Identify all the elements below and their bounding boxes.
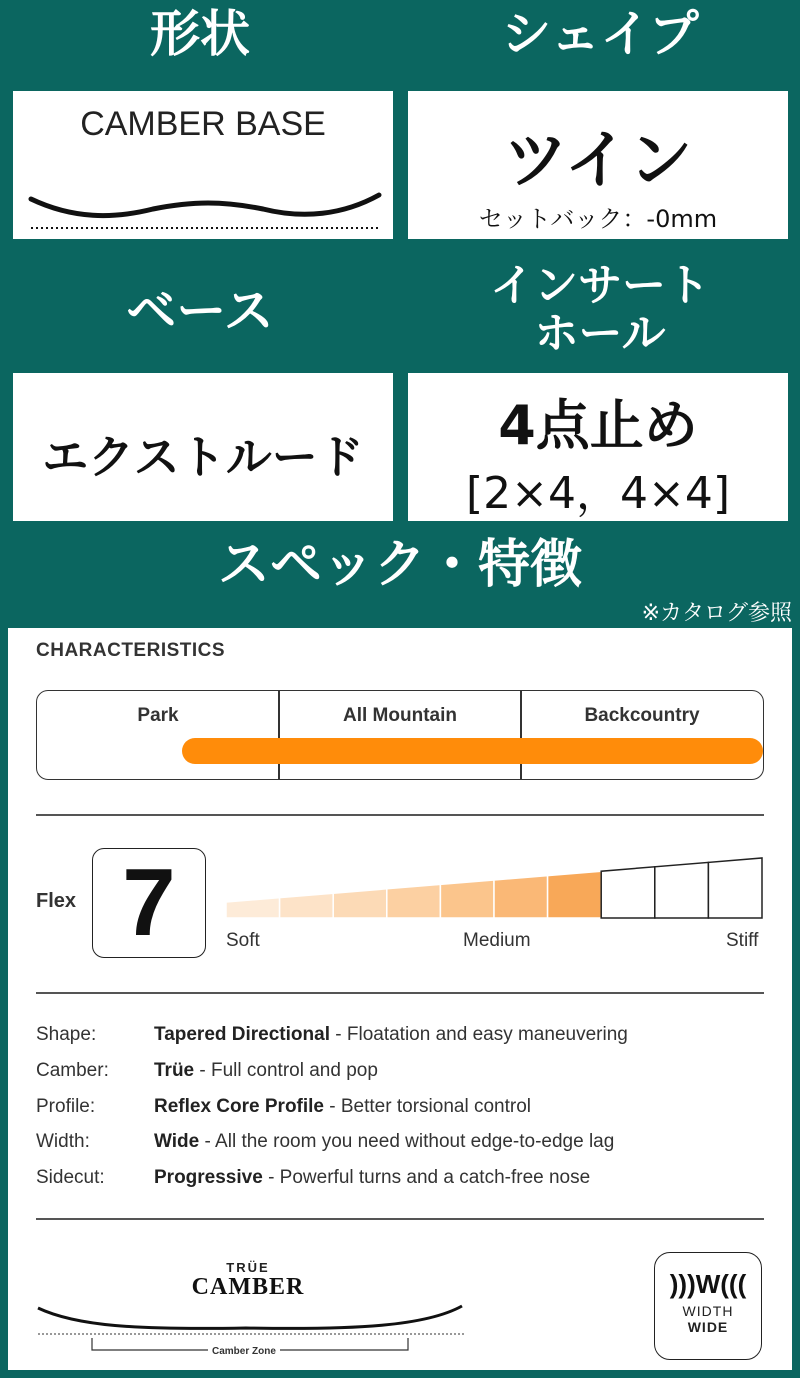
insert-value: 4点止め [498,394,698,457]
base-value: エクストルード [42,430,364,484]
flex-rating: 7 [92,848,206,958]
base-box [13,373,393,521]
terrain-allmountain-label: All Mountain [343,705,457,726]
flex-segment [280,893,334,918]
spec-key: Camber: [36,1060,109,1081]
characteristics-panel [8,628,792,1370]
logo-main-text: CAMBER [191,1274,305,1300]
flex-segment [601,867,655,918]
camber-base-box [13,91,393,239]
shape-value: ツイン [503,124,693,198]
spec-desc: - Better torsional control [324,1096,531,1117]
divider [36,992,764,994]
width-wide-badge [654,1252,762,1360]
base-heading: ベース [126,282,274,340]
spec-desc: - Full control and pop [194,1060,378,1081]
camber-profile-icon [13,91,393,239]
insert-box [408,373,788,521]
catalog-note: ※カタログ参照 [641,601,792,626]
width-w-icon: )))W((( [669,1269,747,1299]
spec-desc: - All the room you need without edge-to-edge lag [199,1131,615,1152]
flex-segment [708,858,762,918]
spec-row-camber [36,1060,378,1082]
spec-desc: - Floatation and easy maneuvering [329,1024,628,1045]
insert-pattern: [2×4，4×4] [465,468,731,519]
spec-row-shape [36,1024,628,1046]
flex-label: Flex [36,890,77,912]
flex-segment [333,889,387,918]
width-badge-line2: WIDE [687,1319,729,1335]
insert-heading-line2: ホール [534,307,666,359]
flex-segment [548,871,602,918]
true-camber-logo [188,1260,308,1299]
spec-desc: - Powerful turns and a catch-free nose [262,1167,591,1188]
spec-key: Shape: [36,1024,97,1045]
spec-name: Progressive [154,1167,263,1188]
flex-scale [226,850,766,920]
shape-heading: 形状 [150,5,250,63]
flex-tick-stiff: Stiff [726,930,759,951]
shape-value-heading: シェイプ [501,5,699,63]
terrain-range-bar [182,738,763,764]
shape-box [408,91,788,239]
spec-row-profile [36,1096,531,1118]
flex-segment [387,884,441,918]
spec-name: Wide [154,1131,200,1152]
terrain-divider [520,691,522,779]
spec-row-sidecut [36,1167,590,1189]
flex-segment [440,880,494,918]
terrain-scale [36,690,764,780]
spec-key: Sidecut: [36,1167,105,1188]
terrain-park-label: Park [137,705,179,726]
terrain-divider [278,691,280,779]
spec-heading: スペック・特徴 [217,535,582,595]
insert-heading [400,262,800,357]
spec-key: Width: [36,1131,90,1152]
spec-key: Profile: [36,1096,96,1117]
logo-top-text: TRÜE [226,1260,270,1275]
insert-heading-line1: インサート [490,260,710,311]
width-badge-line1: WIDTH [682,1303,734,1319]
camber-base-label: CAMBER BASE [80,105,326,143]
flex-segment [655,862,709,918]
spec-name: Trüe [154,1060,195,1081]
spec-name: Tapered Directional [154,1024,330,1045]
characteristics-title: CHARACTERISTICS [36,640,226,661]
divider [36,1218,764,1220]
divider [36,814,764,816]
flex-segment [494,876,548,918]
setback-value: セットバック：-0mm [478,205,718,233]
flex-tick-soft: Soft [226,930,260,951]
terrain-backcountry-label: Backcountry [584,705,700,726]
camber-zone-label: Camber Zone [208,1346,280,1357]
flex-tick-medium: Medium [463,930,531,951]
flex-segment [226,898,280,918]
spec-row-width [36,1131,614,1153]
spec-name: Reflex Core Profile [154,1096,324,1117]
